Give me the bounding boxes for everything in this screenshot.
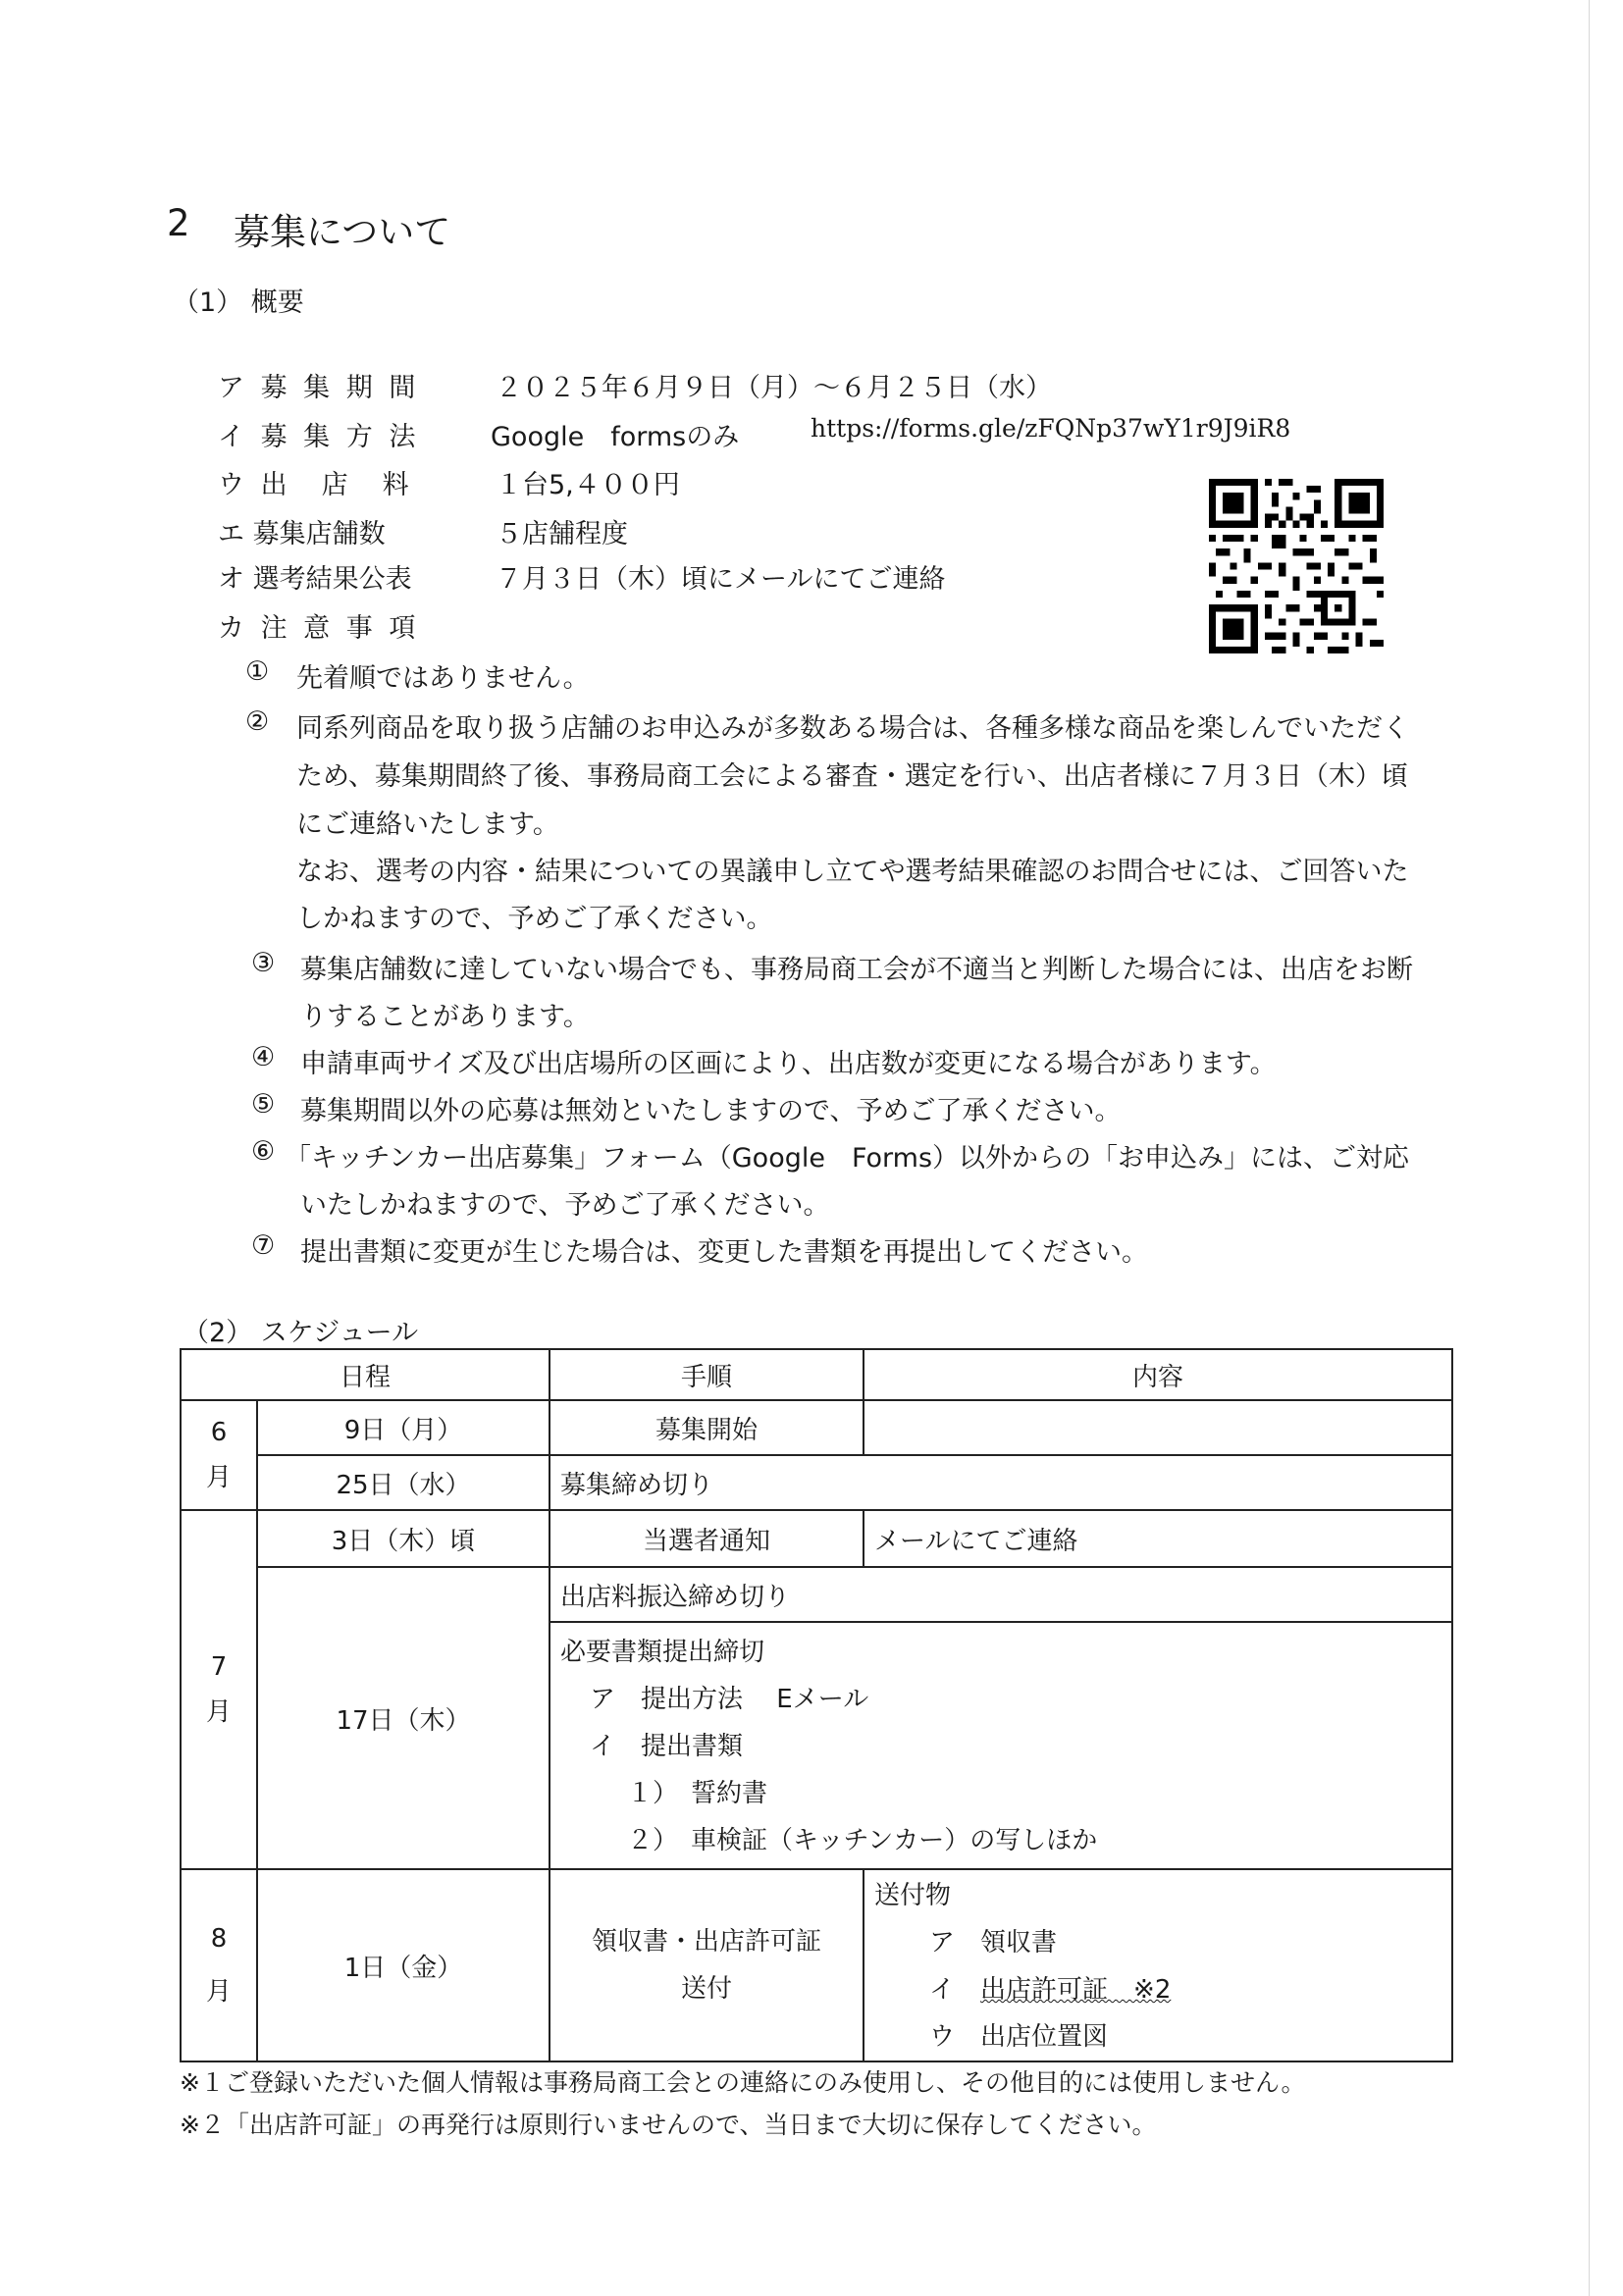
header-content: 内容 (864, 1349, 1452, 1400)
note-number-4: ④ (251, 1042, 276, 1072)
row3-date: 3日（木）頃 (257, 1510, 550, 1567)
item-label-stores: エ 募集店舗数 (218, 519, 386, 549)
note-number-7: ⑦ (251, 1230, 276, 1261)
row1-detail (864, 1400, 1452, 1455)
section-title: 募集について (234, 211, 451, 253)
page-edge (1589, 0, 1590, 2296)
items-line: ア 領収書 (929, 1928, 1058, 1957)
note-5-line-1: 募集期間以外の応募は無効といたしますので、予めご了承ください。 (300, 1096, 1122, 1126)
row2-step: 募集締め切り (550, 1455, 1452, 1510)
row3-detail: メールにてご連絡 (864, 1510, 1452, 1567)
table-row (181, 1567, 1452, 1622)
row5-step-line1: 領収書・出店許可証 (592, 1927, 822, 1957)
note-7-line-1: 提出書類に変更が生じた場合は、変更した書類を再提出してください。 (300, 1237, 1148, 1268)
note-number-1: ① (245, 656, 270, 687)
row5-step (550, 1869, 864, 2061)
note-3-line-2: りすることがあります。 (300, 1002, 590, 1032)
table-row (181, 1455, 1452, 1510)
footnote-2: ※２「出店許可証」の再発行は原則行いませんので、当日まで大切に保存してください。 (180, 2111, 1157, 2139)
docs-line: ２） 車検証（キッチンカー）の写しほか (627, 1826, 1098, 1855)
footnote-1: ※１ご登録いただいた個人情報は事務局商工会との連絡にのみ使用し、その他目的には使用しません。 (180, 2068, 1306, 2097)
qr-code-icon[interactable] (1209, 479, 1384, 653)
note-number-3: ③ (251, 948, 276, 978)
overview-title: （1） 概要 (173, 287, 304, 318)
note-2-line-3: にご連絡いたします。 (296, 809, 559, 840)
note-3-line-1: 募集店舗数に達していない場合でも、事務局商工会が不適当と判断した場合には、出店をお断 (300, 955, 1413, 985)
item-label-period: ア 募 集 期 間 (218, 373, 420, 403)
note-1-line-1: 先着順ではありません。 (296, 663, 590, 694)
row5-date: 1日（金） (257, 1869, 550, 2061)
item-label-result: オ 選考結果公表 (218, 564, 412, 595)
month-7: 7 月 (181, 1510, 257, 1869)
month-8: 8 月 (181, 1869, 257, 2061)
item-value-stores: ５店舗程度 (496, 519, 628, 549)
schedule-table (180, 1348, 1453, 2062)
row1-step: 募集開始 (550, 1400, 864, 1455)
note-number-6: ⑥ (251, 1136, 276, 1167)
row3-step: 当選者通知 (550, 1510, 864, 1567)
docs-line: イ 提出書類 (590, 1732, 744, 1761)
items-line (874, 1966, 1441, 2013)
row5-step-line2: 送付 (681, 1974, 733, 2004)
item-label-method: イ 募 集 方 法 (218, 422, 420, 452)
row2-date: 25日（水） (257, 1455, 550, 1510)
row4-date: 17日（木） (257, 1567, 550, 1869)
month-6: 6 月 (181, 1400, 257, 1510)
row1-date: 9日（月） (257, 1400, 550, 1455)
section-number: 2 (167, 202, 190, 244)
row5-items (864, 1869, 1452, 2061)
item-value-fee: １台5,４００円 (496, 470, 680, 500)
header-date: 日程 (181, 1349, 550, 1400)
note-number-5: ⑤ (251, 1089, 276, 1120)
table-row (181, 1869, 1452, 2061)
docs-line: １） 誓約書 (627, 1779, 768, 1808)
item-value-result: ７月３日（木）頃にメールにてご連絡 (496, 564, 946, 595)
schedule-title: （2） スケジュール (183, 1318, 419, 1348)
items-line: ウ 出店位置図 (929, 2022, 1109, 2052)
item-label-fee: ウ 出 店 料 (218, 470, 413, 500)
items-prefix: イ (929, 1975, 981, 2005)
table-row (181, 1510, 1452, 1567)
note-number-2: ② (245, 706, 270, 737)
table-row (181, 1400, 1452, 1455)
docs-line: ア 提出方法 Eメール (590, 1685, 869, 1714)
items-line: 送付物 (874, 1881, 952, 1910)
note-2-line-5: しかねますので、予めご了承ください。 (296, 904, 773, 934)
note-6-line-2: いたしかねますので、予めご了承ください。 (300, 1190, 830, 1221)
note-4-line-1: 申請車両サイズ及び出店場所の区画により、出店数が変更になる場合があります。 (300, 1049, 1277, 1079)
docs-line: 必要書類提出締切 (560, 1638, 765, 1667)
forms-url-link[interactable]: https://forms.gle/zFQNp37wY1r9J9iR8 (811, 414, 1291, 443)
header-step: 手順 (550, 1349, 864, 1400)
item-label-notes: カ 注 意 事 項 (218, 613, 420, 644)
row4-docs (550, 1622, 1452, 1869)
permit-text: 出店許可証 ※2 (980, 1975, 1172, 2005)
note-6-line-1: 「キッチンカー出店募集」フォーム（Google Forms）以外からの「お申込み」には、ご対応 (285, 1143, 1410, 1174)
item-value-method: Google formsのみ (491, 422, 740, 452)
row4-step: 出店料振込締め切り (550, 1567, 1452, 1622)
item-value-period: ２０２５年６月９日（月）～６月２５日（水） (496, 373, 1052, 403)
table-header-row (181, 1349, 1452, 1400)
note-2-line-1: 同系列商品を取り扱う店舗のお申込みが多数ある場合は、各種多様な商品を楽しんでいただく (296, 713, 1409, 744)
note-2-line-2: ため、募集期間終了後、事務局商工会による審査・選定を行い、出店者様に７月３日（木）頃 (296, 761, 1408, 792)
note-2-line-4: なお、選考の内容・結果についての異議申し立てや選考結果確認のお問合せには、ご回答いた (296, 857, 1409, 887)
